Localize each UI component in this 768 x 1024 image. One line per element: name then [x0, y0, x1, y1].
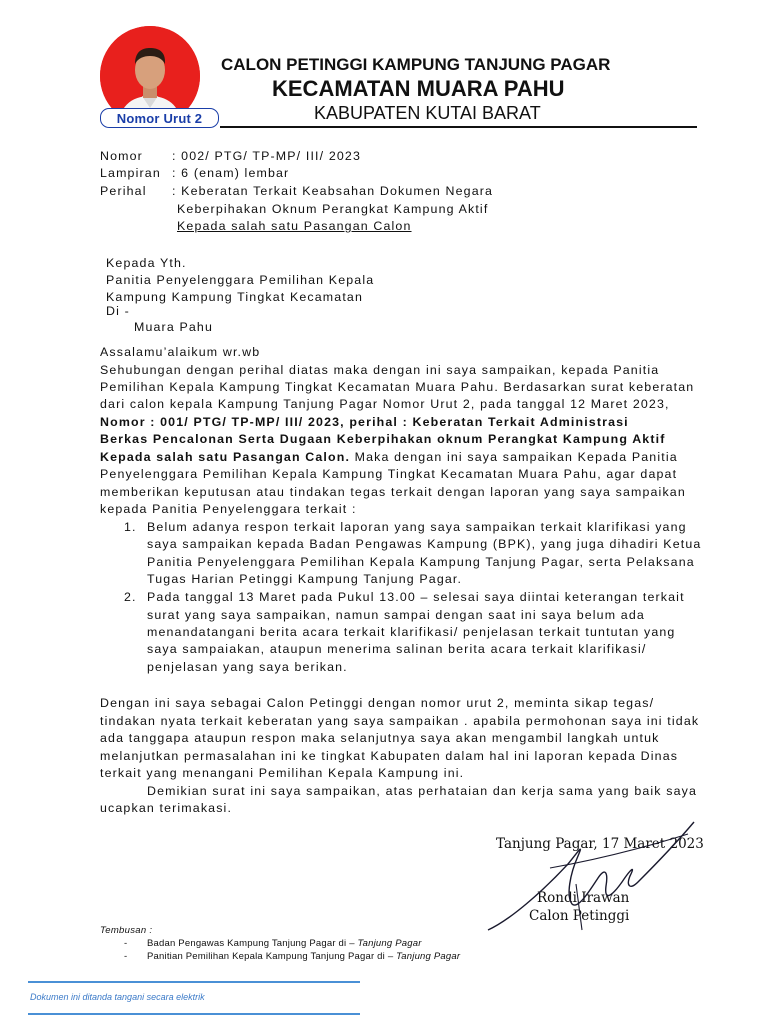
- perihal-line3: Kepada salah satu Pasangan Calon: [177, 219, 412, 233]
- cc-item-1-place: Tanjung Pagar: [357, 938, 422, 949]
- nomor-value: : 002/ PTG/ TP-MP/ III/ 2023: [172, 149, 361, 163]
- perihal-line1: : Keberatan Terkait Keabsahan Dokumen Negara: [172, 184, 494, 198]
- cc-item-1-dash: -: [124, 938, 128, 949]
- header-title-line1: CALON PETINGGI KAMPUNG TANJUNG PAGAR: [221, 55, 611, 74]
- handwritten-signature-icon: [480, 812, 700, 937]
- paragraph1-line8: memberikan keputusan atau tindakan tegas terkait dengan laporan yang saya sampaikan: [100, 485, 686, 499]
- paragraph1-line5: Berkas Pencalonan Serta Dugaan Keberpihakan oknum Perangkat Kampung Aktif: [100, 432, 666, 446]
- paragraph2-line3: ada tanggapa ataupun respon maka selanjutnya saya akan mengambil langkah untuk: [100, 731, 660, 745]
- paragraph1-line6: [100, 448, 678, 466]
- recipient-line5: Muara Pahu: [134, 320, 214, 334]
- paragraph1-line6-rest: Maka dengan ini saya sampaikan Kepada Panitia: [350, 450, 678, 464]
- paragraph1-line1: Sehubungan dengan perihal diatas maka dengan ini saya sampaikan, kepada Panitia: [100, 363, 660, 377]
- perihal-line2: Keberpihakan Oknum Perangkat Kampung Aktif: [177, 202, 489, 216]
- list-item-1-line1: Belum adanya respon terkait laporan yang saya sampaikan terkait klarifikasi yang: [147, 520, 687, 534]
- paragraph1-line6-bold: Kepada salah satu Pasangan Calon.: [100, 450, 351, 464]
- header-title-line3: KABUPATEN KUTAI BARAT: [314, 103, 541, 123]
- paragraph2-line2: tindakan nyata terkait keberatan yang saya sampaikan . apabila permohonan saya ini tidak: [100, 714, 700, 728]
- footer-rule-top: [28, 981, 360, 983]
- list-item-1-number: 1.: [124, 520, 137, 534]
- lampiran-value: : 6 (enam) lembar: [172, 166, 290, 180]
- footer-rule-bottom: [28, 1013, 360, 1015]
- paragraph2-line4: melanjutkan permasalahan ini ke tingkat Kabupaten dalam hal ini laporan kepada Dinas: [100, 749, 679, 763]
- paragraph2-line1: Dengan ini saya sebagai Calon Petinggi dengan nomor urut 2, meminta sikap tegas/: [100, 696, 655, 710]
- paragraph1-line3: dari calon kepala Kampung Tanjung Pagar Nomor Urut 2, pada tanggal 12 Maret 2023,: [100, 397, 670, 411]
- header-title-line2: KECAMATAN MUARA PAHU: [272, 76, 565, 101]
- list-item-2-line4: saya sampaiakan, ataupun menerima salinan berita acara terkait klarifikasi/: [147, 642, 647, 656]
- cc-label: Tembusan :: [100, 925, 153, 936]
- paragraph1-line7: Penyelenggara Pemilihan Kepala Kampung Tingkat Kecamatan Muara Pahu, agar dapat: [100, 467, 678, 481]
- cc-item-2-text: Panitian Pemilihan Kepala Kampung Tanjung Pagar di –: [147, 951, 397, 962]
- list-item-2-line1: Pada tanggal 13 Maret pada Pukul 13.00 – selesai saya diintai keterangan terkait: [147, 590, 685, 604]
- header-divider: [220, 126, 697, 128]
- candidate-number-badge: Nomor Urut 2: [100, 108, 219, 128]
- paragraph1-line2: Pemilihan Kepala Kampung Tingkat Kecamatan Muara Pahu. Berdasarkan surat keberatan: [100, 380, 695, 394]
- list-item-1-line2: saya sampaikan kepada Badan Pengawas Kampung (BPK), yang juga dihadiri Ketua: [147, 537, 702, 551]
- list-item-2-line2: surat yang saya sampaikan, namun sampai dengan saat ini saya belum ada: [147, 608, 645, 622]
- paragraph2-line5: terkait yang menangani Pemilihan Kepala Kampung ini.: [100, 766, 465, 780]
- salam: Assalamu’alaikum wr.wb: [100, 345, 261, 359]
- list-item-1-line4: Tugas Harian Petinggi Kampung Tanjung Pagar.: [147, 572, 463, 586]
- paragraph1-line9: kepada Panitia Penyelenggara terkait :: [100, 502, 357, 516]
- recipient-line4: Di -: [106, 304, 130, 318]
- cc-item-1: [147, 938, 422, 949]
- recipient-line3: Kampung Kampung Tingkat Kecamatan: [106, 290, 363, 304]
- perihal-label: Perihal: [100, 184, 147, 198]
- cc-item-2-dash: -: [124, 951, 128, 962]
- list-item-2-line5: penjelasan yang saya berikan.: [147, 660, 348, 674]
- signer-name: Rondi Irawan: [537, 890, 630, 906]
- closing-line2: ucapkan terimakasi.: [100, 801, 233, 815]
- cc-item-1-text: Badan Pengawas Kampung Tanjung Pagar di –: [147, 938, 358, 949]
- recipient-line2: Panitia Penyelenggara Pemilihan Kepala: [106, 273, 375, 287]
- cc-item-2-place: Tanjung Pagar: [396, 951, 461, 962]
- list-item-2-number: 2.: [124, 590, 137, 604]
- signature-place-date: Tanjung Pagar, 17 Maret 2023: [496, 836, 704, 852]
- list-item-1-line3: Panitia Penyelenggara Pemilihan Kepala Kampung Tanjung Pagar, serta Pelaksana: [147, 555, 695, 569]
- lampiran-label: Lampiran: [100, 166, 161, 180]
- closing-line1: Demikian surat ini saya sampaikan, atas perhataian dan kerja sama yang baik saya: [147, 784, 698, 798]
- list-item-2-line3: menandatangani berita acara terkait klarifikasi/ penjelasan terkait tuntutan yang: [147, 625, 676, 639]
- signer-title: Calon Petinggi: [529, 908, 630, 924]
- footer-note: Dokumen ini ditanda tangani secara elektrik: [30, 992, 205, 1002]
- cc-item-2: [147, 951, 460, 962]
- recipient-line1: Kepada Yth.: [106, 256, 187, 270]
- nomor-label: Nomor: [100, 149, 143, 163]
- paragraph1-line4: Nomor : 001/ PTG/ TP-MP/ III/ 2023, perihal : Keberatan Terkait Administrasi: [100, 415, 629, 429]
